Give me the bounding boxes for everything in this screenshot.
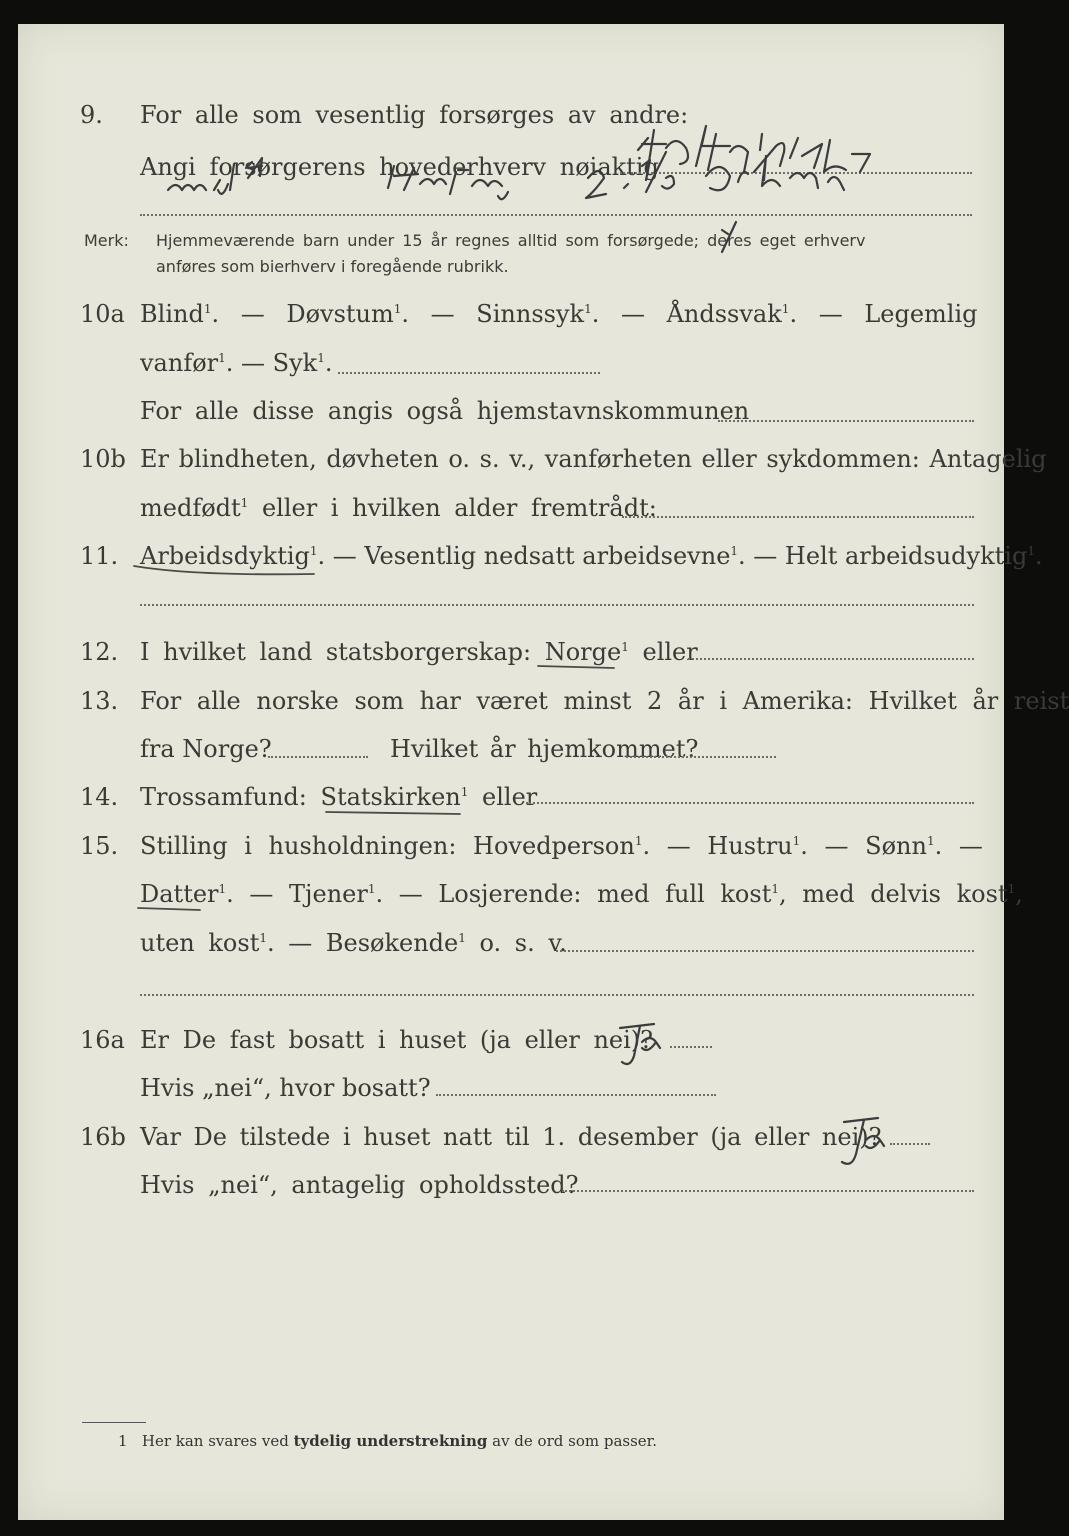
q10b-text-2: medfødt$^1$ eller i hvilken alder fremtrådt: <box>140 494 657 522</box>
q10b-text-1: Er blindheten, døvheten o. s. v., vanførheten eller sykdommen: Antagelig <box>140 445 1047 473</box>
q14-row-1 <box>0 780 1022 814</box>
q12-row-1 <box>0 635 1022 669</box>
q15-number: 15. <box>80 832 119 860</box>
q10a-answer-line-1 <box>338 372 600 374</box>
q16b-text-1: Var De tilstede i huset natt til 1. desember (ja eller nei)? <box>140 1123 882 1151</box>
q11-number: 11. <box>80 542 119 570</box>
q15-row-3 <box>0 926 1022 960</box>
q16b-number: 16b <box>80 1123 126 1151</box>
q12-underline-mark <box>534 660 624 674</box>
q15-row-1 <box>0 829 1022 863</box>
q16b-answer-line-1 <box>890 1143 930 1145</box>
q12-answer-line <box>688 658 974 660</box>
q11-answer-line <box>140 604 974 606</box>
q14-text-1: Trossamfund: Statskirken$^1$ eller <box>140 783 538 811</box>
merk-text-2: anføres som bierhverv i foregående rubrikk. <box>156 257 509 276</box>
merk-text-1: Hjemmeværende barn under 15 år regnes alltid som forsørgede; deres eget erhverv <box>156 231 866 250</box>
footnote-text-c: av de ord som passer. <box>492 1432 657 1450</box>
q13-answer-line-2 <box>626 756 776 758</box>
q13-answer-line-1 <box>268 756 368 758</box>
q14-underline-mark <box>322 806 472 820</box>
q10a-row-2 <box>0 346 1022 380</box>
q11-text-1: Arbeidsdyktig$^1$. — Vesentlig nedsatt arbeidsevne$^1$. — Helt arbeidsudyktig$^1$. <box>140 542 1043 570</box>
q13-text-2a: fra Norge? <box>140 735 272 763</box>
q12-number: 12. <box>80 638 119 666</box>
q16b-answer-line-2 <box>562 1190 974 1192</box>
footnote-text-a: Her kan svares ved <box>141 1432 289 1450</box>
footnote <box>118 1432 657 1450</box>
q10a-text-2: vanfør$^1$. — Syk$^1$. <box>140 349 333 377</box>
merk-label: Merk: <box>84 231 129 250</box>
footnote-text-b: tydelig understrekning <box>293 1432 488 1450</box>
q10a-row-1 <box>0 297 1022 331</box>
q15-answer-line-1 <box>556 950 974 952</box>
q16b-text-2: Hvis „nei“, antagelig opholdssted? <box>140 1171 579 1199</box>
q13-text-2b: Hvilket år hjemkommet? <box>390 735 699 763</box>
q13-row-1 <box>0 684 1069 718</box>
q13-number: 13. <box>80 687 119 715</box>
q16a-row-1 <box>0 1023 1022 1057</box>
q13-text-1: For alle norske som har været minst 2 år i Amerika: Hvilket år reist <box>140 687 1069 715</box>
q15-answer-line-2 <box>140 994 974 996</box>
q10b-answer-line <box>622 516 974 518</box>
q9-text-2: Angi forsørgerens hovederhverv nøiaktig <box>140 153 659 181</box>
q15-underline-mark <box>134 902 214 916</box>
q16a-text-2: Hvis „nei“, hvor bosatt? <box>140 1074 431 1102</box>
q10a-answer-line-2 <box>718 420 974 422</box>
q16b-row-2 <box>0 1168 1022 1202</box>
q15-text-2: Datter$^1$. — Tjener$^1$. — Losjerende: med full kost$^1$, med delvis kost$^1$, <box>140 880 1023 908</box>
q15-text-3: uten kost$^1$. — Besøkende$^1$ o. s. v. <box>140 929 567 957</box>
q14-answer-line <box>526 802 974 804</box>
q16a-number: 16a <box>80 1026 125 1054</box>
q10a-text-3: For alle disse angis også hjemstavnskommunen <box>140 397 750 425</box>
q16a-text-1: Er De fast bosatt i huset (ja eller nei)? <box>140 1026 654 1054</box>
q10b-number: 10b <box>80 445 126 473</box>
q14-number: 14. <box>80 783 119 811</box>
q10a-row-3 <box>0 394 1022 428</box>
q13-row-2 <box>0 732 1022 766</box>
q16a-answer-line-2 <box>436 1094 716 1096</box>
q10b-row-1 <box>0 442 1047 476</box>
q16a-answer-line-1 <box>670 1046 712 1048</box>
q15-text-1: Stilling i husholdningen: Hovedperson$^1$. — Hustru$^1$. — Sønn$^1$. — <box>140 832 983 860</box>
q10a-text-1: Blind$^1$. — Døvstum$^1$. — Sinnssyk$^1$. — Åndssvak$^1$. — Legemlig <box>140 300 978 328</box>
footnote-rule <box>82 1422 146 1423</box>
q11-underline-mark <box>130 560 330 580</box>
q9-text-1: For alle som vesentlig forsørges av andre: <box>140 101 689 129</box>
q12-text-1: I hvilket land statsborgerskap: Norge$^1$ eller <box>140 638 698 666</box>
q10a-number: 10a <box>80 300 125 328</box>
q16a-row-2 <box>0 1071 1022 1105</box>
q9-number: 9. <box>80 101 103 129</box>
merk-tick-mark <box>716 214 756 264</box>
footnote-mark: 1 <box>118 1432 128 1450</box>
q10b-row-2 <box>0 491 1022 525</box>
